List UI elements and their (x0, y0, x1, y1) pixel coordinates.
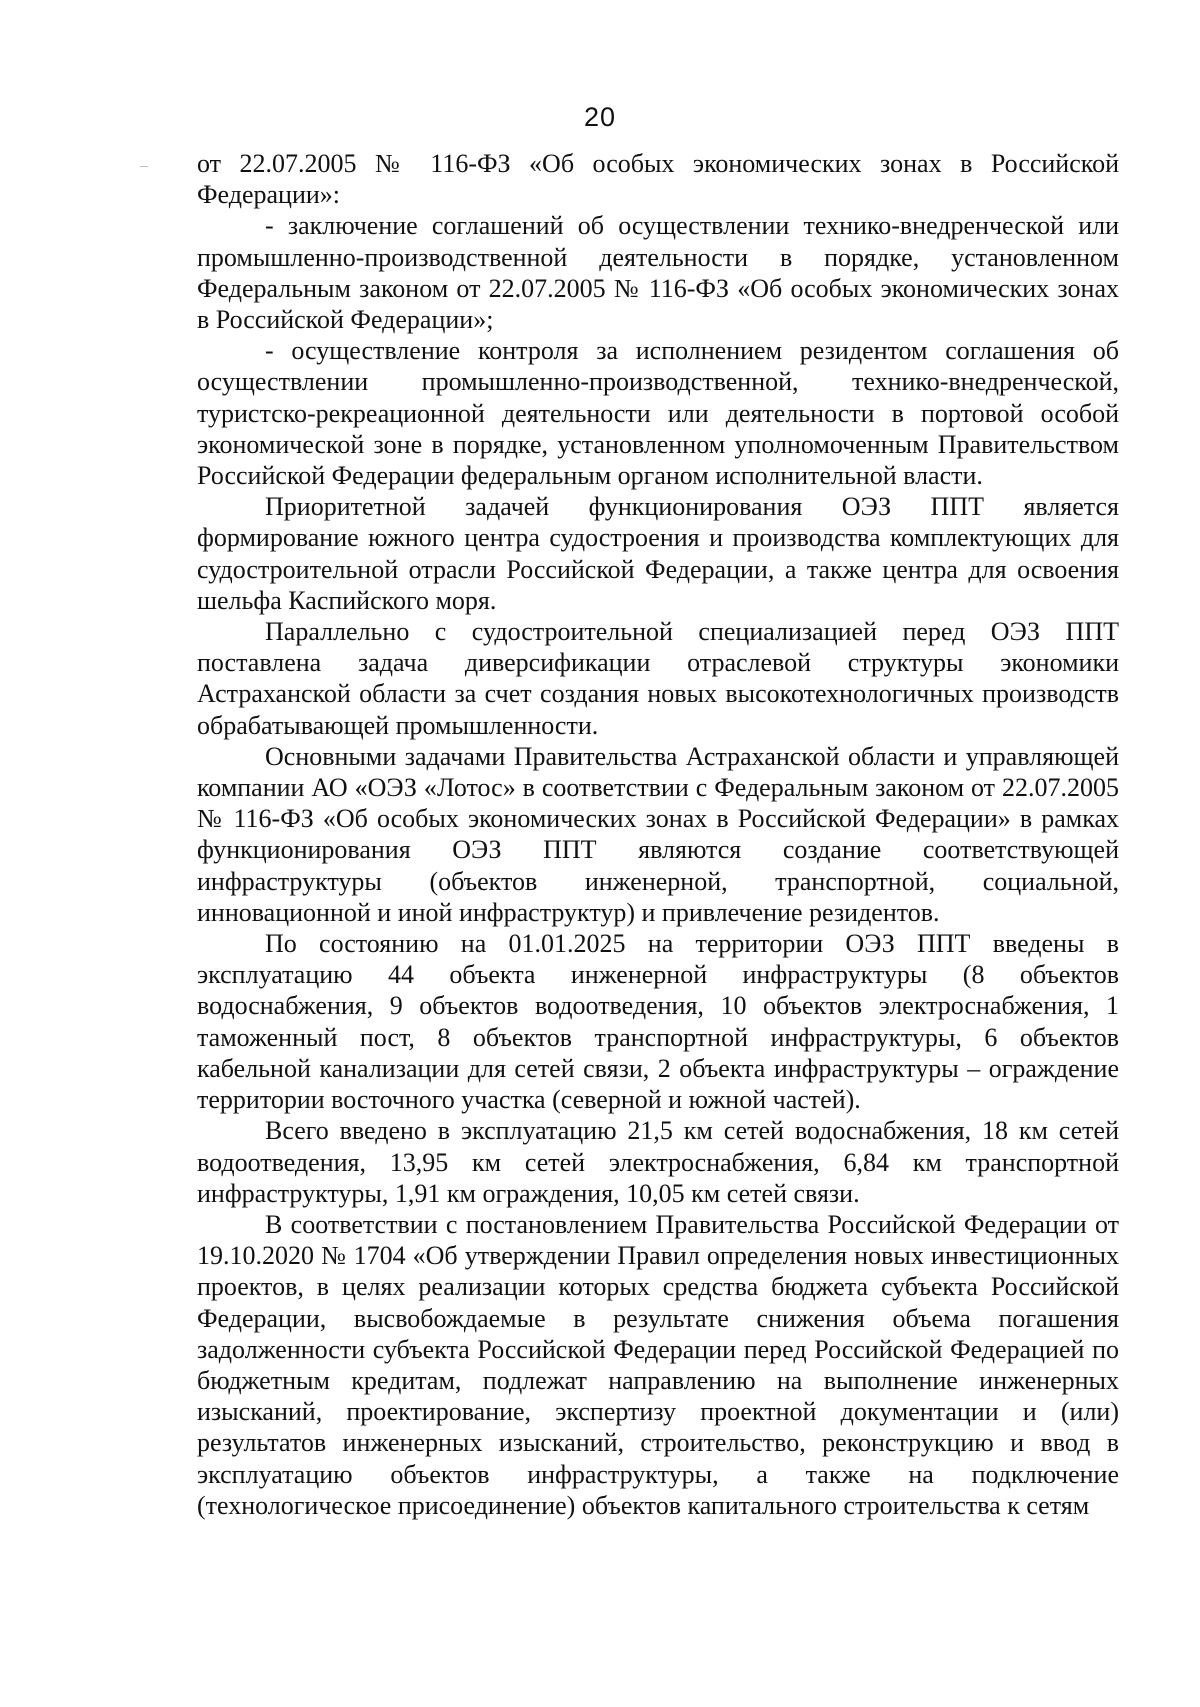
margin-mark (140, 166, 148, 167)
paragraph-main-tasks: Основными задачами Правительства Астраханской области и управляющей компании АО «ОЭЗ «Лотос» в соответствии с Федеральным законом от 22.07.2005 № 116-ФЗ «Об особых экономических зонах в Российской Федерации» в рамках функционирования ОЭЗ ППТ являются создание соответствующей инфраструктуры (объектов инженерной, транспортной, социальной, инновационной и иной инфраструктур) и привлечение резидентов. (197, 741, 1119, 927)
paragraph-government-decree: В соответствии с постановлением Правительства Российской Федерации от 19.10.2020 № 1704 «Об утверждении Правил определения новых инвестиционных проектов, в целях реализации которых средства бюджета субъекта Российской Федерации, высвобождаемые в результате снижения объема погашения задолженности субъекта Российской Федерации перед Российской Федерацией по бюджетным кредитам, подлежат направлению на выполнение инженерных изысканий, проектирование, экспертизу проектной документации и (или) результатов инженерных изысканий, строительство, реконструкцию и ввод в эксплуатацию объектов инфраструктуры, а также на подключение (технологическое присоединение) объектов капитального строительства к сетям (197, 1209, 1119, 1520)
page-number: 20 (583, 102, 617, 132)
paragraph-networks-total: Всего введено в эксплуатацию 21,5 км сетей водоснабжения, 18 км сетей водоотведения, 13,95 км сетей электроснабжения, 6,84 км транспортной инфраструктуры, 1,91 км ограждения, 10,05 км сетей связи. (197, 1116, 1119, 1208)
paragraph-list-item-agreements: - заключение соглашений об осуществлении технико-внедренческой или промышленно-производственной деятельности в порядке, установленном Федеральным законом от 22.07.2005 № 116-ФЗ «Об особых экономических зонах в Российской Федерации»; (197, 211, 1119, 335)
paragraph-priority-task: Приоритетной задачей функционирования ОЭЗ ППТ является формирование южного центра судостроения и производства комплектующих для судостроительной отрасли Российской Федерации, а также центра для освоения шельфа Каспийского моря. (197, 492, 1119, 615)
paragraph-infrastructure-status: По состоянию на 01.01.2025 на территории ОЭЗ ППТ введены в эксплуатацию 44 объекта инженерной инфраструктуры (8 объектов водоснабжения, 9 объектов водоотведения, 10 объектов электроснабжения, 1 таможенный пост, 8 объектов транспортной инфраструктуры, 6 объектов кабельной канализации для сетей связи, 2 объекта инфраструктуры – ограждение территории восточного участка (северной и южной частей). (197, 929, 1119, 1115)
paragraph-continuation: от 22.07.2005 № 116-ФЗ «Об особых экономических зонах в Российской Федерации»: (197, 149, 1119, 210)
body-text (197, 148, 1119, 1521)
paragraph-list-item-control: - осуществление контроля за исполнением резидентом соглашения об осуществлении промышленно-производственной, технико-внедренческой, туристско-рекреационной деятельности или деятельности в портовой особой экономической зоне в порядке, установленном уполномоченным Правительством Российской Федерации федеральным органом исполнительной власти. (197, 336, 1119, 491)
paragraph-diversification: Параллельно с судостроительной специализацией перед ОЭЗ ППТ поставлена задача диверсификации отраслевой структуры экономики Астраханской области за счет создания новых высокотехнологичных производств обрабатывающей промышленности. (197, 617, 1119, 740)
